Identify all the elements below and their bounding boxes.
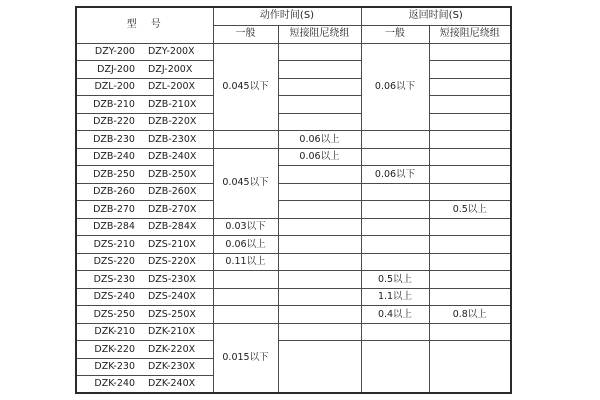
return-damping-cell [429, 166, 511, 184]
model-cell [76, 148, 213, 166]
model-id-x: DZB-210X [147, 98, 197, 110]
table-row [76, 253, 511, 271]
return-damping-cell [429, 148, 511, 166]
return-general-cell: 0.4以上 [361, 306, 429, 324]
action-damping-cell [278, 43, 361, 61]
table-row [76, 218, 511, 236]
model-id: DZB-230 [93, 133, 135, 145]
table-row [76, 306, 511, 324]
return-general-cell: 0.5以上 [361, 271, 429, 289]
table-row [76, 288, 511, 306]
return-damping-cell [429, 236, 511, 254]
action-damping-cell [278, 288, 361, 306]
relay-time-spec-table [75, 6, 512, 394]
model-cell [76, 183, 213, 201]
action-general-cell: 0.045以下 [213, 43, 278, 131]
return-damping-cell [429, 78, 511, 96]
model-cell [76, 236, 213, 254]
action-damping-cell [278, 218, 361, 236]
model-cell [76, 131, 213, 149]
model-id: DZS-220 [93, 256, 135, 267]
action-damping-cell [278, 113, 361, 131]
action-damping-cell: 0.06以上 [278, 131, 361, 149]
table-row [76, 323, 511, 341]
model-id: DZB-220 [93, 116, 135, 127]
return-general-cell [361, 148, 429, 166]
model-id-x: DZB-270X [147, 203, 197, 215]
model-id-x: DZS-230X [147, 273, 196, 285]
model-id: DZB-210 [93, 98, 135, 110]
return-general-cell [361, 201, 429, 219]
model-cell [76, 166, 213, 184]
header-action-time: 动作时间(S) [213, 7, 361, 25]
model-id: DZL-200 [94, 81, 135, 92]
model-cell [76, 78, 213, 96]
return-damping-cell: 0.5以上 [429, 201, 511, 219]
return-damping-cell [429, 271, 511, 289]
return-damping-cell [429, 323, 511, 341]
action-damping-cell [278, 166, 361, 184]
return-general-cell [361, 341, 429, 394]
action-damping-cell: 0.06以上 [278, 148, 361, 166]
model-id: DZB-270 [93, 203, 135, 215]
model-cell [76, 271, 213, 289]
table-row [76, 131, 511, 149]
table-row [76, 113, 511, 131]
table-row [76, 96, 511, 114]
return-general-cell [361, 323, 429, 341]
action-damping-cell [278, 253, 361, 271]
return-damping-cell [429, 113, 511, 131]
model-id-x: DZB-220X [147, 116, 197, 127]
action-general-cell [213, 288, 278, 306]
model-cell [76, 43, 213, 61]
model-cell [76, 218, 213, 236]
model-id-x: DZS-220X [147, 256, 196, 267]
action-damping-cell [278, 78, 361, 96]
return-damping-cell [429, 61, 511, 79]
return-general-cell: 1.1以上 [361, 288, 429, 306]
return-damping-cell [429, 253, 511, 271]
return-damping-cell [429, 96, 511, 114]
action-general-cell: 0.015以下 [213, 323, 278, 393]
action-damping-cell [278, 61, 361, 79]
return-damping-cell [429, 131, 511, 149]
header-return-general: 一般 [361, 25, 429, 43]
model-cell [76, 306, 213, 324]
table-row [76, 236, 511, 254]
model-id-x: DZB-284X [147, 221, 197, 232]
model-cell [76, 61, 213, 79]
return-general-cell [361, 183, 429, 201]
model-cell [76, 288, 213, 306]
model-id: DZY-200 [94, 46, 135, 57]
model-id: DZK-240 [94, 378, 135, 390]
action-general-cell [213, 271, 278, 289]
action-damping-cell [278, 236, 361, 254]
action-general-cell: 0.045以下 [213, 148, 278, 218]
header-return-time: 返回时间(S) [361, 7, 511, 25]
model-cell [76, 358, 213, 376]
header-return-damping: 短接阻尼绕组 [429, 25, 511, 43]
return-general-cell: 0.06以下 [361, 166, 429, 184]
model-id-x: DZL-200X [147, 81, 196, 92]
model-id-x: DZB-250X [147, 168, 197, 180]
return-damping-cell [429, 43, 511, 61]
action-damping-cell [278, 271, 361, 289]
action-general-cell: 0.11以上 [213, 253, 278, 271]
action-damping-cell [278, 183, 361, 201]
return-general-cell [361, 218, 429, 236]
return-general-cell [361, 236, 429, 254]
model-cell [76, 376, 213, 394]
model-cell [76, 341, 213, 359]
action-damping-cell [278, 96, 361, 114]
action-damping-cell [278, 323, 361, 341]
model-id: DZJ-200 [97, 63, 135, 75]
model-id: DZB-240 [93, 151, 135, 162]
table-row [76, 166, 511, 184]
model-cell [76, 201, 213, 219]
table-row [76, 201, 511, 219]
action-general-cell: 0.06以上 [213, 236, 278, 254]
model-id-x: DZS-210X [147, 238, 196, 250]
table-row [76, 148, 511, 166]
return-damping-cell [429, 183, 511, 201]
model-cell [76, 253, 213, 271]
model-id: DZS-210 [93, 238, 135, 250]
return-general-cell [361, 131, 429, 149]
model-cell [76, 96, 213, 114]
model-id: DZB-284 [93, 221, 135, 232]
model-id-x: DZK-210X [148, 326, 196, 337]
table-row [76, 183, 511, 201]
model-id-x: DZB-260X [147, 186, 197, 197]
action-general-cell [213, 131, 278, 149]
model-id: DZK-210 [94, 326, 135, 337]
table-row [76, 78, 511, 96]
table-row [76, 271, 511, 289]
model-id-x: DZK-230X [148, 361, 196, 372]
model-id-x: DZS-250X [147, 308, 196, 320]
action-general-cell: 0.03以下 [213, 218, 278, 236]
model-id: DZK-220 [94, 343, 135, 355]
model-id: DZK-230 [94, 361, 135, 372]
header-row-groups [76, 7, 511, 25]
return-general-cell: 0.06以下 [361, 43, 429, 131]
model-id-x: DZS-240X [147, 291, 196, 302]
model-id: DZB-250 [93, 168, 135, 180]
header-action-damping: 短接阻尼绕组 [278, 25, 361, 43]
return-damping-cell [429, 218, 511, 236]
model-id: DZS-230 [93, 273, 135, 285]
model-id-x: DZJ-200X [148, 63, 193, 75]
return-damping-cell: 0.8以上 [429, 306, 511, 324]
model-id-x: DZK-220X [148, 343, 196, 355]
model-id-x: DZY-200X [147, 46, 195, 57]
model-id-x: DZB-240X [147, 151, 197, 162]
model-cell [76, 323, 213, 341]
model-id: DZB-260 [93, 186, 135, 197]
model-id-x: DZB-230X [147, 133, 197, 145]
return-damping-cell [429, 341, 511, 394]
header-action-general: 一般 [213, 25, 278, 43]
return-general-cell [361, 253, 429, 271]
model-cell [76, 113, 213, 131]
model-id: DZS-250 [93, 308, 135, 320]
table-row [76, 61, 511, 79]
table-row [76, 341, 511, 359]
action-damping-cell [278, 341, 361, 394]
action-damping-cell [278, 306, 361, 324]
table-row [76, 43, 511, 61]
action-general-cell [213, 306, 278, 324]
action-damping-cell [278, 201, 361, 219]
header-model: 型 号 [76, 7, 213, 43]
return-damping-cell [429, 288, 511, 306]
model-id: DZS-240 [93, 291, 135, 302]
model-id-x: DZK-240X [148, 378, 196, 390]
